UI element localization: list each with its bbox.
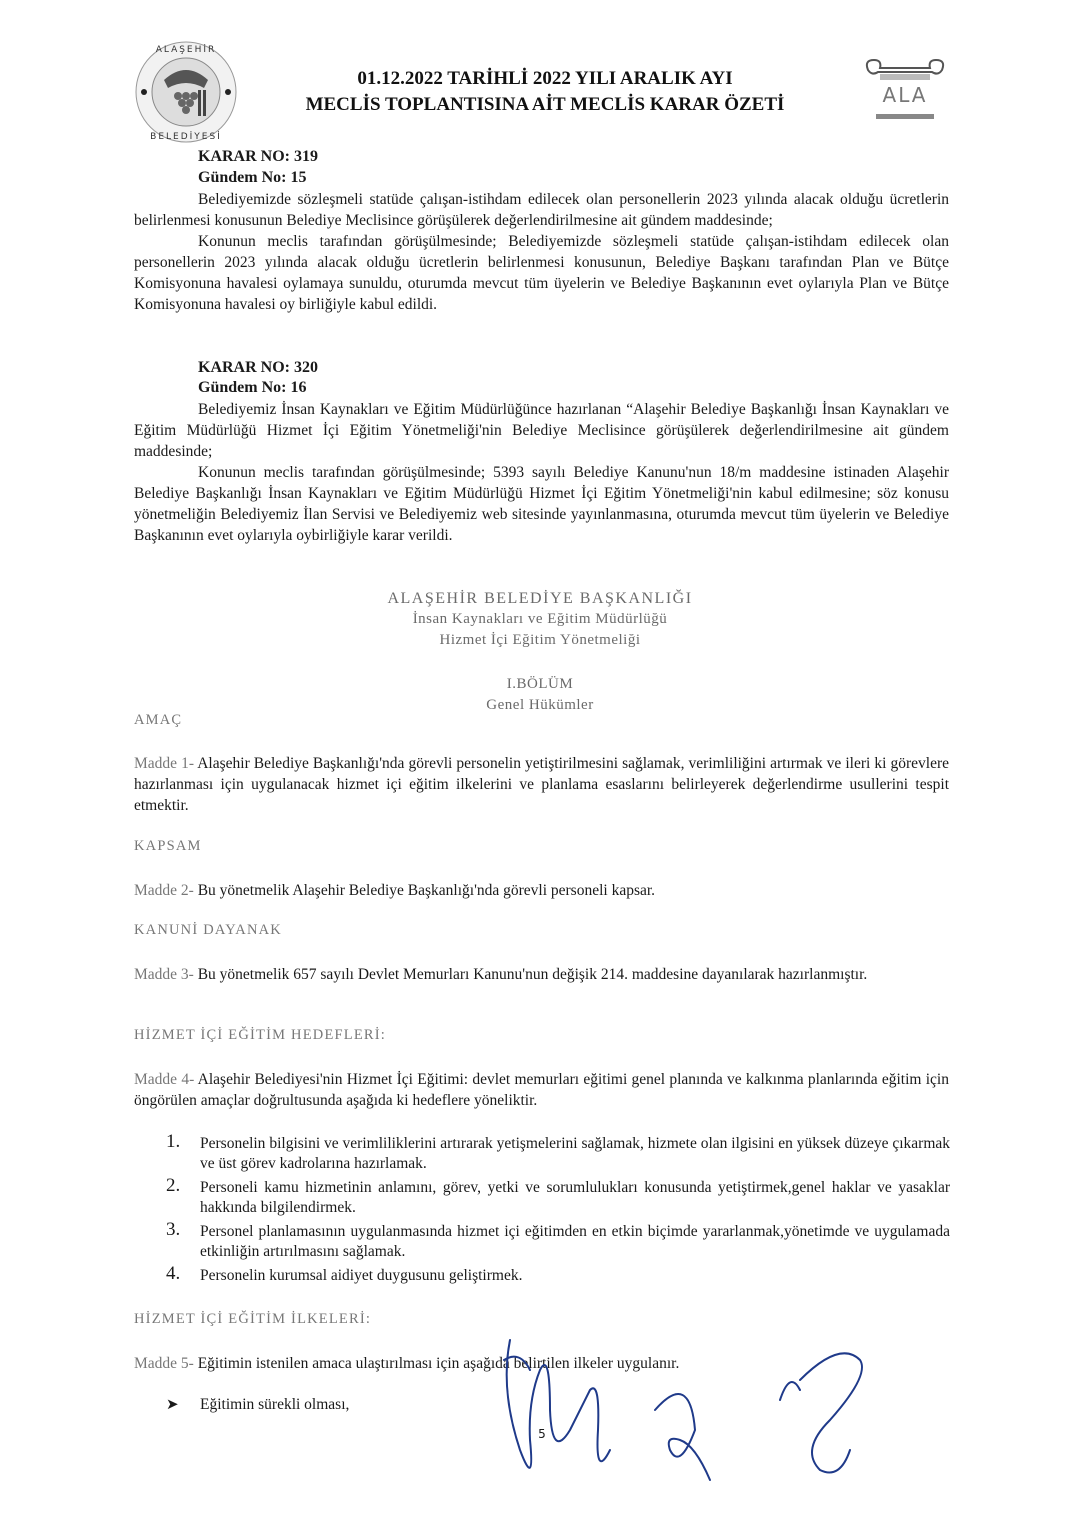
section-number: I.BÖLÜM	[506, 676, 574, 692]
article-4-label: Madde 4-	[134, 1071, 195, 1088]
decision-number-319: KARAR NO: 319	[198, 148, 318, 165]
decision-320-body	[134, 399, 949, 546]
ala-column-logo	[862, 56, 948, 126]
goals-heading: HİZMET İÇİ EĞİTİM HEDEFLERİ:	[134, 1027, 387, 1043]
title-line-1: 01.12.2022 TARİHLİ 2022 YILI ARALIK AYI	[357, 68, 733, 89]
svg-text:ALAŞEHİR: ALAŞEHİR	[155, 45, 217, 55]
legal-basis-heading: KANUNİ DAYANAK	[134, 922, 282, 938]
article-2-label: Madde 2-	[134, 882, 194, 899]
decision-number-320: KARAR NO: 320	[198, 359, 318, 376]
article-1-label: Madde 1-	[134, 755, 195, 772]
principle-bullet-text: Eğitimin sürekli olması,	[200, 1396, 350, 1413]
article-3-label: Madde 3-	[134, 966, 194, 983]
regulation-title-line-3: Hizmet İçi Eğitim Yönetmeliği	[439, 632, 641, 648]
arrow-bullet-icon: ➤	[166, 1397, 179, 1413]
article-3	[134, 964, 949, 985]
article-1-text: Alaşehir Belediye Başkanlığı'nda görevli personelin yetiştirilmesini sağlamak, verimliliğini artırmak ve ileri ki görevlere hazırlanması için uygulanacak hizmet içi eğitim ilkelerini ve planlama esaslarını belirleyerek değerlendirme usullerini tespit etmektir.	[134, 755, 949, 814]
section-heading	[300, 674, 780, 716]
principle-bullet	[166, 1395, 349, 1414]
decision-320-paragraph-1: Belediyemiz İnsan Kaynakları ve Eğitim Müdürlüğünce hazırlanan “Alaşehir Belediye Başkanlığı İnsan Kaynakları ve Eğitim Müdürlüğü Hizmet İçi Eğitim Yönetmeliği'nin Belediye Meclisince görüşülerek değerlendirilmesine ait gündem maddesinde;	[134, 401, 949, 460]
list-item-number: 2.	[166, 1175, 181, 1196]
purpose-heading: AMAÇ	[134, 712, 183, 728]
title-line-2: MECLİS TOPLANTISINA AİT MECLİS KARAR ÖZETİ	[305, 94, 785, 115]
list-item	[166, 1175, 950, 1218]
agenda-number-15: Gündem No: 15	[198, 169, 307, 186]
list-item-text: Personel planlamasının uygulanmasında hizmet içi eğitimden en etkin biçimde yararlanmak,yönetimde ve uygulamada etkinliğin artırılmasını sağlamak.	[200, 1223, 950, 1260]
list-item-number: 1.	[166, 1131, 181, 1152]
article-3-text: Bu yönetmelik 657 sayılı Devlet Memurları Kanunu'nun değişik 214. maddesine dayanılarak hazırlanmıştır.	[197, 966, 868, 983]
list-item-number: 4.	[166, 1263, 181, 1284]
list-item-text: Personelin bilgisini ve verimliliklerini artırarak yetişmelerini sağlamak, hizmete olan ilgisini en yüksek düzeye çıkarmak ve üst görev kadrolarına hazırlamak.	[200, 1135, 950, 1172]
svg-text:BELEDİYESİ: BELEDİYESİ	[150, 132, 222, 142]
municipality-seal-logo	[134, 40, 238, 144]
article-5-text: Eğitimin istenilen amaca ulaştırılması için aşağıda belirtilen ilkeler uygulanır.	[197, 1355, 680, 1372]
principles-heading: HİZMET İÇİ EĞİTİM İLKELERİ:	[134, 1311, 372, 1327]
decision-319-body	[134, 189, 949, 315]
article-4-text: Alaşehir Belediyesi'nin Hizmet İçi Eğitimi: devlet memurları eğitimi genel planında ve kalkınma planlarında eğitim için öngörülen amaçlar doğrultusunda aşağıda ki hedeflere yöneliktir.	[134, 1071, 949, 1109]
list-item	[166, 1219, 950, 1262]
list-item	[166, 1263, 950, 1286]
regulation-title	[300, 588, 780, 651]
svg-text:ALA: ALA	[882, 83, 928, 107]
list-item-number: 3.	[166, 1219, 181, 1240]
document-title	[250, 66, 840, 118]
regulation-title-line-2: İnsan Kaynakları ve Eğitim Müdürlüğü	[412, 611, 668, 627]
agenda-number-16: Gündem No: 16	[198, 379, 307, 396]
article-2-text: Bu yönetmelik Alaşehir Belediye Başkanlığı'nda görevli personeli kapsar.	[197, 882, 656, 899]
article-2	[134, 880, 949, 901]
list-item-text: Personeli kamu hizmetinin anlamını, görev, yetki ve sorumlulukları konusunda yetiştirmek,genel haklar ve yasaklar hakkında bilgilendirmek.	[200, 1179, 950, 1216]
article-4	[134, 1069, 949, 1111]
goals-list	[166, 1131, 950, 1290]
list-item	[166, 1131, 950, 1174]
decision-319-paragraph-1: Belediyemizde sözleşmeli statüde çalışan-istihdam edilecek olan personellerin 2023 yılında alacak olduğu ücretlerin belirlenmesi konusunun Belediye Meclisince görüşülerek değerlendirilmesine ait gündem maddesinde;	[134, 191, 949, 229]
handwritten-signatures	[480, 1330, 920, 1530]
decision-319-paragraph-2: Konunun meclis tarafından görüşülmesinde; Belediyemizde sözleşmeli statüde çalışan-istihdam edilecek olan personellerin 2023 yılında alacak olduğu ücretlerin belirlenmesi konusunun, Belediye Başkanı tarafından Plan ve Bütçe Komisyonuna havalesi oylamaya sunuldu, oturumda mevcut tüm üyelerin ve Belediye Başkanının evet oylarıyla Plan ve Bütçe Komisyonuna havalesi oy birliğiyle kabul edildi.	[134, 233, 949, 313]
scope-heading: KAPSAM	[134, 838, 202, 854]
decision-320-paragraph-2: Konunun meclis tarafından görüşülmesinde; 5393 sayılı Belediye Kanunu'nun 18/m maddesine istinaden Alaşehir Belediye Başkanlığı İnsan Kaynakları ve Eğitim Müdürlüğü Hizmet İçi Eğitim Yönetmeliği'nin kabul edilmesine; söz konusu yönetmeliğin Belediyemiz İlan Servisi ve Belediyemiz web sitesinde yayınlanmasına, oturumda mevcut tüm üyelerin ve Belediye Başkanının evet oylarıyla oybirliğiyle karar verildi.	[134, 464, 949, 544]
list-item-text: Personelin kurumsal aidiyet duygusunu geliştirmek.	[200, 1267, 523, 1284]
section-subtitle: Genel Hükümler	[486, 697, 594, 713]
regulation-title-line-1: ALAŞEHİR BELEDİYE BAŞKANLIĞI	[387, 590, 693, 607]
article-1	[134, 753, 949, 816]
page-number: 5	[538, 1427, 546, 1441]
article-5-label: Madde 5-	[134, 1355, 194, 1372]
